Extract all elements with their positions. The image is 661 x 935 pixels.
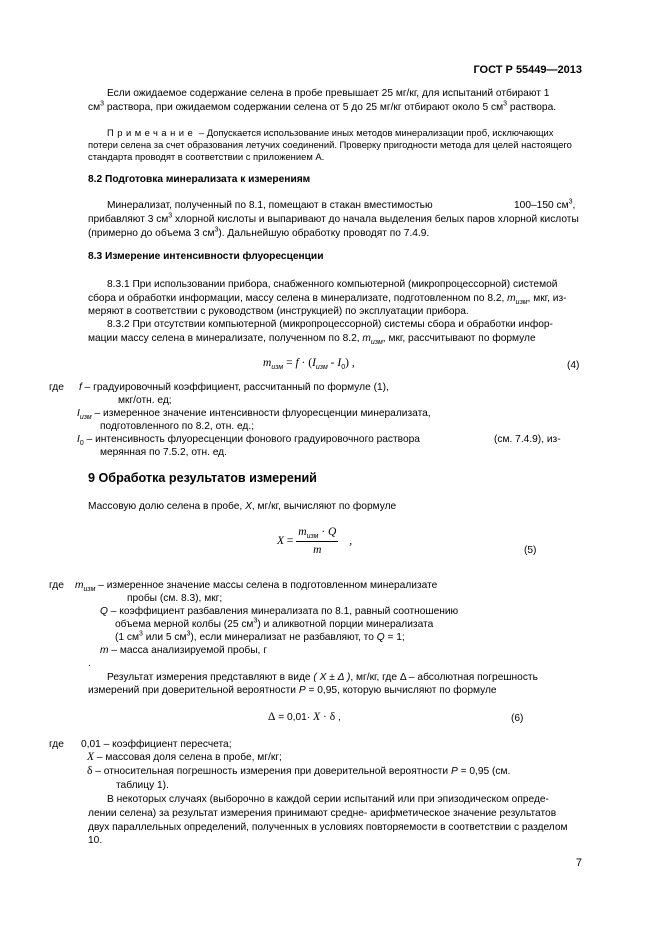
where4-i0-line2: мерянная по 7.5.2, отн. ед. (100, 447, 227, 458)
where4-f: f – градуировочный коэффициент, рассчитанный по формуле (1), (79, 382, 389, 393)
section-8-2-title: 8.2 Подготовка минерализата к измерениям (88, 174, 311, 185)
where6-gde: где (49, 739, 64, 750)
where4-i0: $I_0$ – интенсивность флуоресценции фонового градуировочного раствора (77, 434, 420, 448)
sec83-p2-line1: 8.3.2 При отсутствии компьютерной (микропроцессорной) системы сбора и обработки инфор- (107, 319, 553, 330)
equation-5-fraction: $\frac{m_{изм} \cdot Q}{m}$ (298, 526, 337, 556)
result-line1: Результат измерения представляют в виде ( X ± Δ ), мг/кг, где Δ – абсолютная погрешность (107, 672, 538, 683)
sec83-p1-line2: сбора и обработки информации, массу селена в минерализате, подготовленном по 8.2, $m_{изм}$, мкг, из- (88, 293, 567, 307)
where6-coef: 0,01 – коэффициент пересчета; (81, 739, 232, 750)
where4-i: $I_{изм}$ – измеренное значение интенсивности флуоресценции минерализата, (77, 408, 431, 422)
note-line2: потери селена за счет образования летучих соединений. Проверку пригодности метода для целей настоящего (88, 139, 572, 150)
where6-delta-line2: таблицу 1). (116, 780, 169, 791)
para1-line1: Если ожидаемое содержание селена в пробе превышает 25 мг/кг, для испытаний отбирают 1 (107, 88, 550, 99)
sec83-p1-line3: меряют в соответствии с руководством (инструкцией) по эксплуатации прибора. (88, 306, 469, 317)
section-8-3-title: 8.3 Измерение интенсивности флуоресценции (88, 251, 324, 262)
where5-q: Q – коэффициент разбавления минерализата по 8.1, равный соотношению (100, 606, 459, 617)
sec82-line3: (примерно до объема 3 $см^3$). Дальнейшую обработку проводят по 7.4.9. (88, 226, 430, 239)
where4-i0-ref: (см. 7.4.9), из- (494, 434, 561, 445)
where5-mass: m – масса анализируемой пробы, г (100, 645, 267, 656)
sec82-line1b: 100–150 $см^3$, (514, 198, 576, 211)
where6-delta: δ – относительная погрешность измерения при доверительной вероятности P = 0,95 (см. (87, 765, 511, 777)
standard-header: ГОСТ Р 55449—2013 (473, 64, 582, 76)
equation-6-number: (6) (511, 713, 524, 724)
note-line1: Примечание – Допускается использование иных методов минерализации проб, исключающих (107, 127, 554, 138)
where6-x: X – массовая доля селена в пробе, мг/кг; (87, 751, 282, 763)
where5-dot: . (88, 658, 91, 669)
equation-5-number: (5) (524, 545, 537, 556)
page-number: 7 (575, 857, 582, 869)
equation-5: X = $\frac{m_{изм} \cdot Q}{m}$ , (277, 526, 353, 556)
final-line4: 10. (88, 835, 103, 846)
sec83-p1-line1: 8.3.1 При использовании прибора, снабженного компьютерной (микропроцессорной) системой (107, 279, 558, 290)
where5-q-line3: (1 $см^3$ или 5 $см^3$), если минерализат не разбавляют, то Q = 1; (115, 630, 405, 643)
where4-f-line2: мкг/отн. ед; (118, 395, 172, 406)
note-label: Примечание (107, 127, 197, 138)
final-line1: В некоторых случаях (выборочно в каждой серии испытаний или при эпизодическом опреде- (107, 794, 549, 805)
note-line3: стандарта проводят в соответствии с приложением А. (88, 151, 325, 162)
result-line2: измерений при доверительной вероятности P = 0,95, которую вычисляют по формуле (88, 685, 497, 696)
sec83-p2-line2: мации массу селена в минерализате, полученном по 8.2, $m_{изм}$, мкг, рассчитывают по формуле (88, 333, 536, 347)
equation-6: Δ = 0,01· X · δ , (268, 711, 341, 723)
sec82-line2: прибавляют 3 $см^3$ хлорной кислоты и выпаривают до начала выделения белых паров хлорной кислоты (88, 212, 579, 225)
equation-4-number: (4) (567, 360, 580, 371)
sec9-intro: Массовую долю селена в пробе, X, мг/кг, вычисляют по формуле (88, 501, 397, 512)
final-line2: лении селена) за результат измерения принимают средне- арифметическое значение результатов (88, 808, 557, 819)
where5-q-line2: объема мерной колбы (25 $см^3$) и аликвотной порции минерализата (115, 617, 434, 630)
where5-m-line2: пробы (см. 8.3), мкг; (127, 593, 223, 604)
where5-m: $m_{изм}$ – измеренное значение массы селена в подготовленном минерализате (75, 580, 438, 594)
where4-gde: где (49, 382, 64, 393)
where5-gde: где (49, 580, 64, 591)
para1-line2: $см^3$ раствора, при ожидаемом содержании селена от 5 до 25 мг/кг отбирают около 5 $см^3$ раствора. (88, 100, 557, 113)
sec82-line1a: Минерализат, полученный по 8.1, помещают в стакан вместимостью (107, 200, 433, 211)
equation-4: $m_{изм} = f \cdot (I_{изм} - I_0)$ , (263, 357, 355, 372)
section-9-title: 9 Обработка результатов измерений (88, 471, 317, 485)
final-line3: двух параллельных определений, полученных в условиях повторяемости в соответствии с разделом (88, 822, 568, 833)
where4-i-line2: подготовленного по 8.2, отн. ед.; (100, 421, 255, 432)
